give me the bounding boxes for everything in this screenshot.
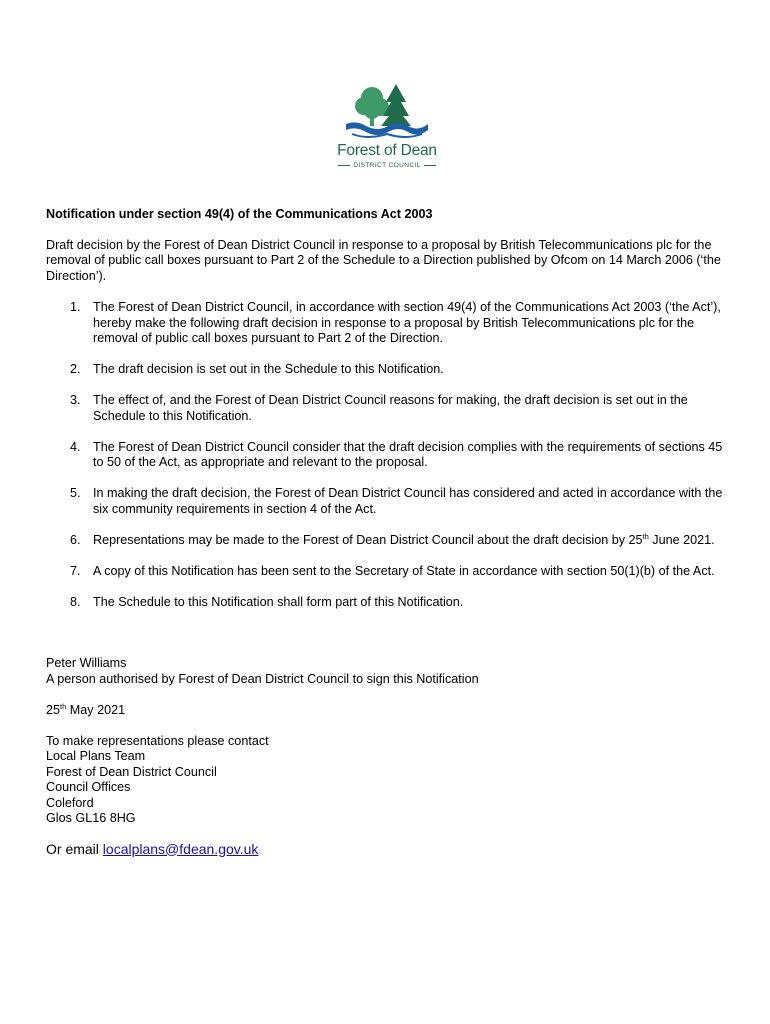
- list-text: Representations may be made to the Forest of Dean District Council about the draft decision by 25: [93, 532, 643, 547]
- council-logo: [328, 80, 446, 176]
- list-text: The effect of, and the Forest of Dean District Council reasons for making, the draft decision is set out in the Schedule to this Notification.: [93, 393, 688, 423]
- logo-title: Forest of Dean: [337, 142, 437, 159]
- date-rest: May 2021: [66, 702, 126, 717]
- list-number: 7.: [70, 563, 81, 578]
- list-text: The draft decision is set out in the Schedule to this Notification.: [93, 362, 444, 376]
- contact-line: To make representations please contact: [46, 733, 269, 748]
- list-item: [46, 440, 726, 471]
- date-ordinal: th: [60, 701, 67, 711]
- logo-dash-right: [424, 165, 436, 166]
- contact-line: Local Plans Team: [46, 749, 146, 763]
- notification-date: [46, 703, 726, 719]
- list-item: [46, 564, 726, 580]
- list-number: 5.: [70, 486, 81, 500]
- signature-block: [46, 656, 726, 687]
- signatory-role: A person authorised by Forest of Dean District Council to sign this Notification: [46, 671, 479, 686]
- contact-line: Glos GL16 8HG: [46, 811, 136, 825]
- ordinal-suffix: th: [642, 531, 649, 541]
- contact-line: Council Offices: [46, 780, 131, 794]
- logo-dash-left: [338, 165, 350, 166]
- list-item: [46, 486, 726, 517]
- contact-block: [46, 734, 726, 827]
- date-day: 25: [46, 702, 61, 717]
- list-text: The Forest of Dean District Council, in accordance with section 49(4) of the Communications Act 2003 (‘the Act’), hereby make the following draft decision in response to a proposal by British Telecommunications plc for the removal of public call boxes pursuant to Part 2 of the Direction.: [93, 300, 721, 345]
- list-number: 6.: [70, 532, 81, 547]
- list-item: [46, 362, 726, 378]
- list-number: 3.: [70, 393, 81, 407]
- logo-subtitle: [328, 162, 446, 169]
- list-text: The Forest of Dean District Council consider that the draft decision complies with the requirements of sections 45 to 50 of the Act, as appropriate and relevant to the proposal.: [93, 439, 723, 469]
- contact-line: Coleford: [46, 795, 94, 810]
- list-item: [46, 595, 726, 611]
- email-link[interactable]: localplans@fdean.gov.uk: [102, 840, 259, 857]
- notification-body: [46, 207, 726, 857]
- contact-line: Forest of Dean District Council: [46, 764, 217, 779]
- list-text: The Schedule to this Notification shall form part of this Notification.: [93, 594, 464, 609]
- numbered-list: [46, 300, 726, 610]
- list-number: 2.: [70, 362, 81, 376]
- list-number: 1.: [70, 300, 81, 314]
- list-item: [46, 300, 726, 347]
- page-title: Notification under section 49(4) of the Communications Act 2003: [46, 207, 433, 221]
- list-item: [46, 533, 726, 549]
- list-item: [46, 393, 726, 424]
- list-number: 4.: [70, 439, 81, 454]
- list-text-end: June 2021.: [648, 532, 715, 547]
- list-text: A copy of this Notification has been sent to the Secretary of State in accordance with section 50(1)(b) of the Act.: [93, 563, 715, 578]
- list-number: 8.: [70, 594, 81, 609]
- email-line: [46, 842, 726, 858]
- email-prefix: Or email: [46, 840, 103, 857]
- logo-subtitle-text: DISTRICT COUNCIL: [353, 162, 421, 169]
- list-text: In making the draft decision, the Forest of Dean District Council has considered and acted in accordance with the six community requirements in section 4 of the Act.: [93, 486, 723, 516]
- tree-emblem-icon: [328, 80, 446, 142]
- signatory-name: Peter Williams: [46, 656, 127, 670]
- intro-paragraph: Draft decision by the Forest of Dean District Council in response to a proposal by British Telecommunications plc for the removal of public call boxes pursuant to Part 2 of the Schedule to a Direction published by Ofcom on 14 March 2006 (‘the Direction’).: [46, 237, 721, 283]
